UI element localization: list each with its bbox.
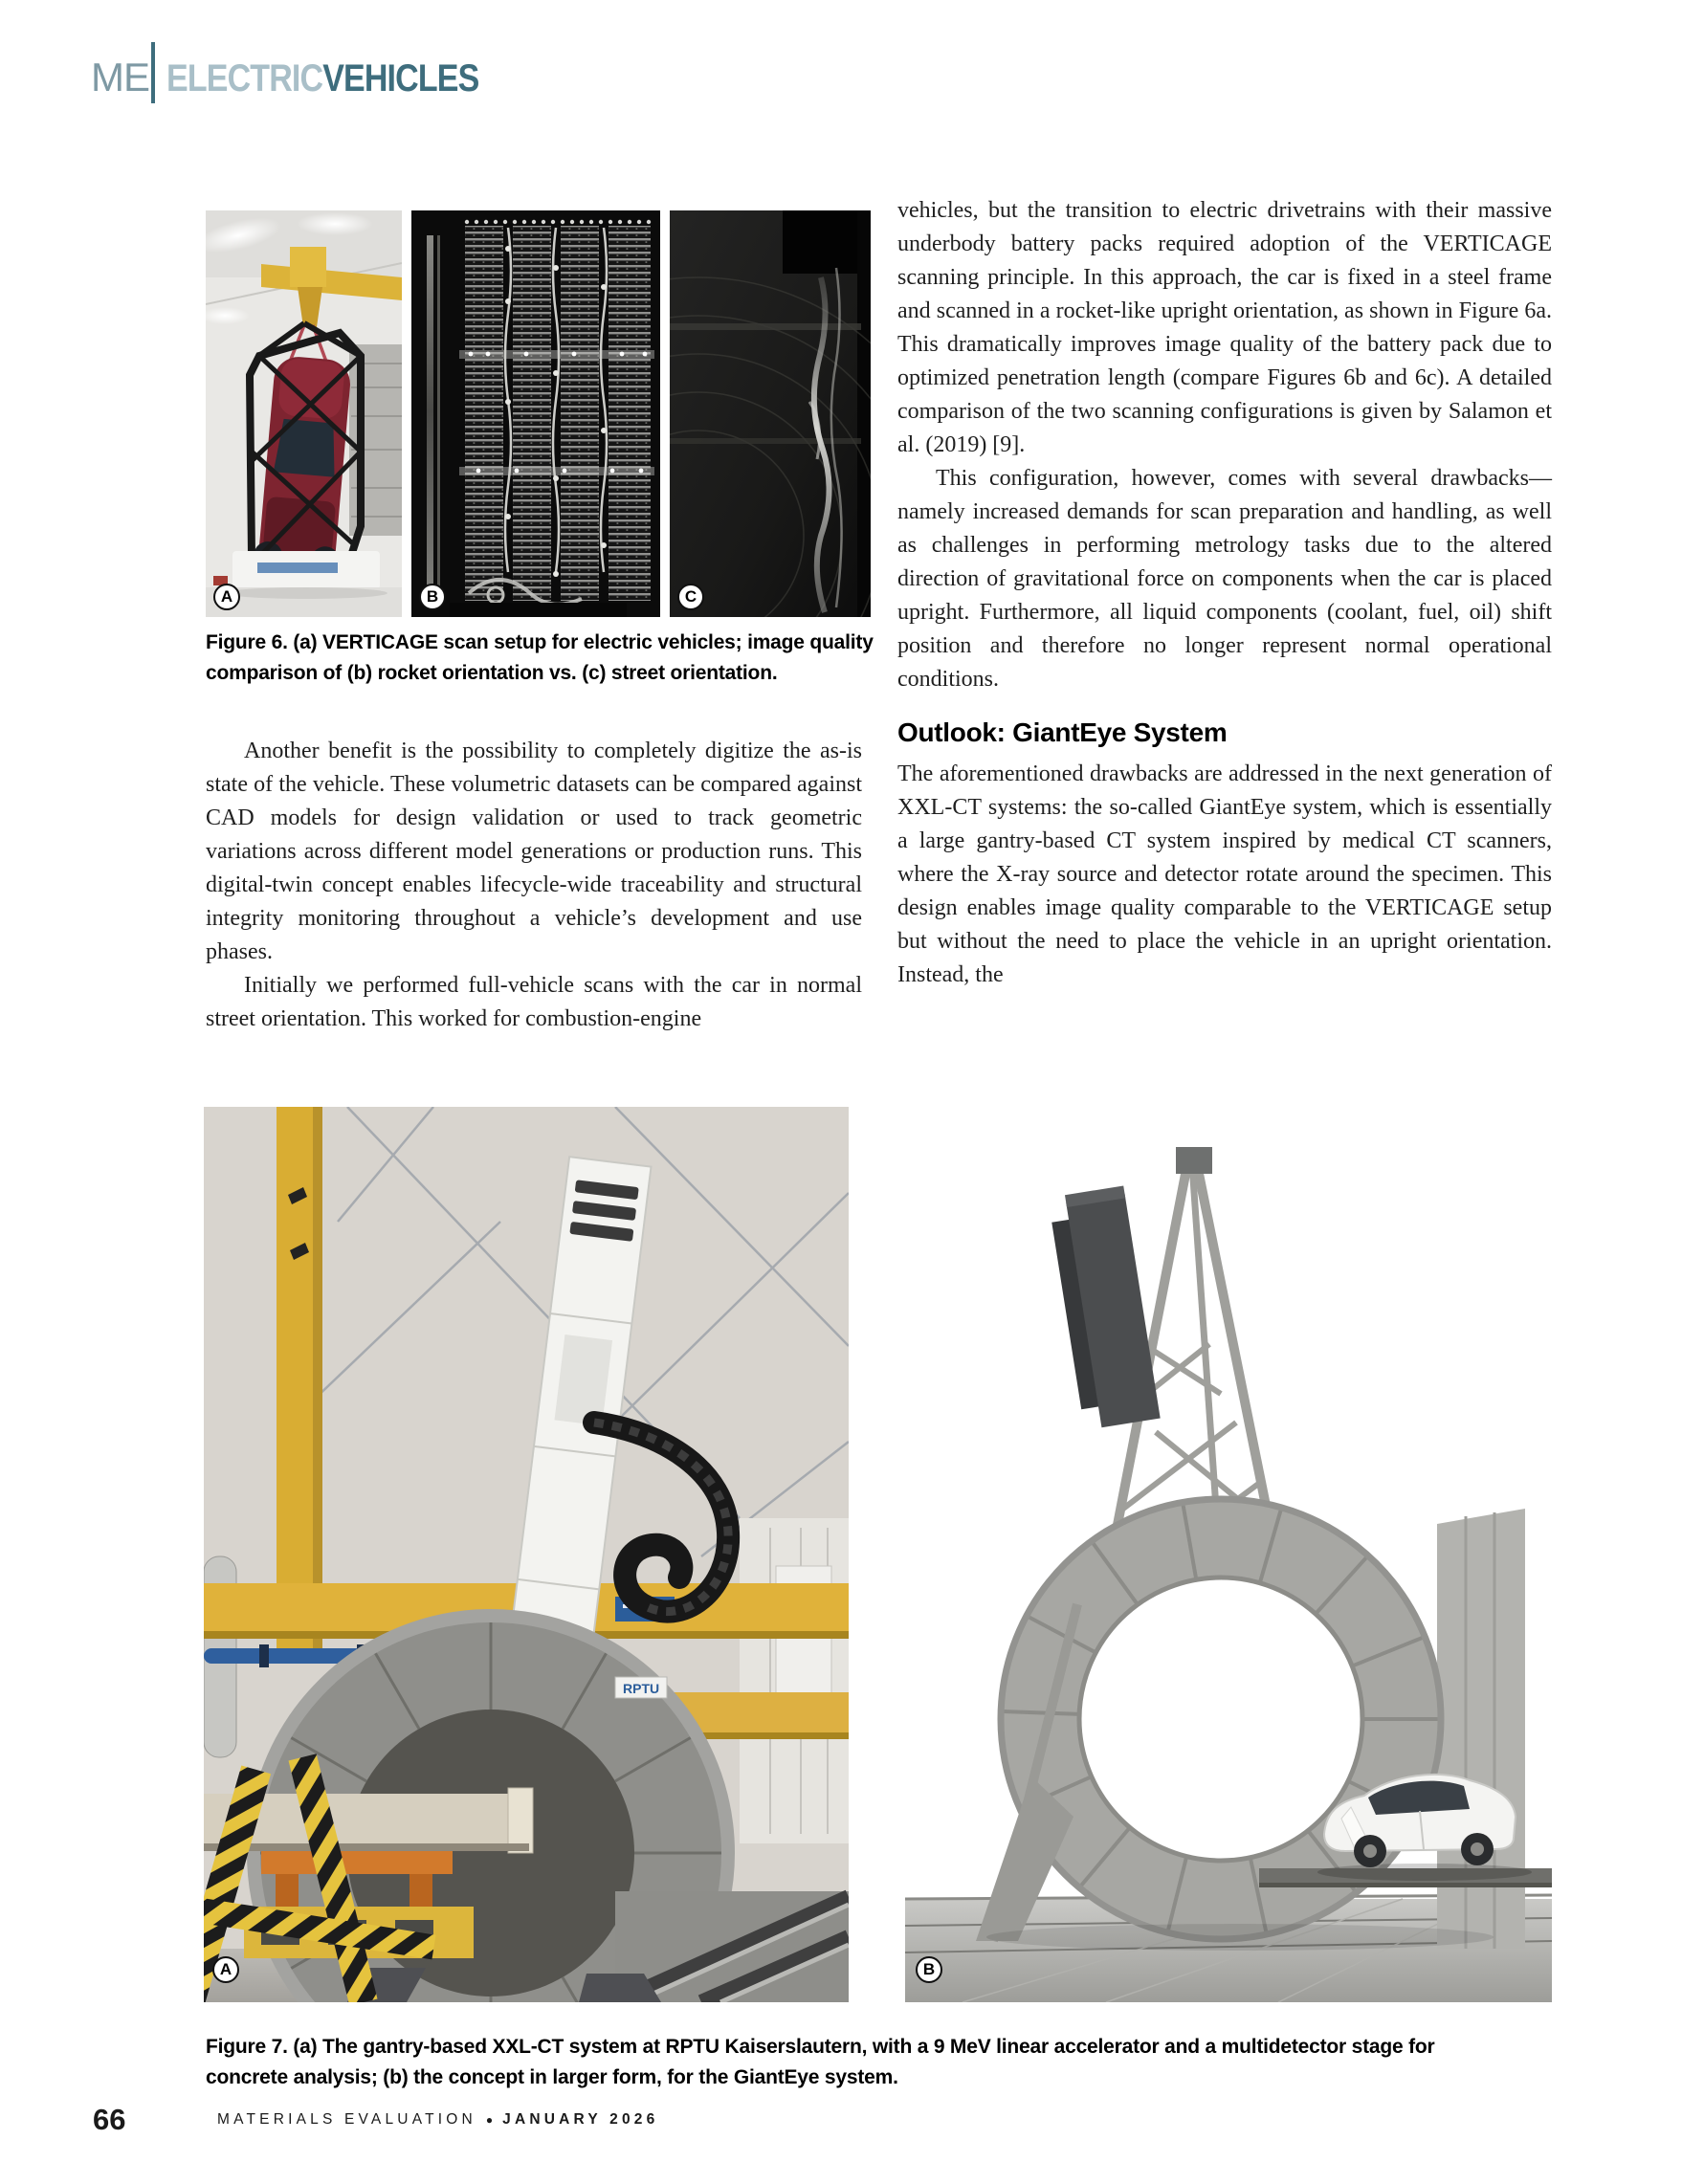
body-paragraph: The aforementioned drawbacks are addressed in the next generation of XXL-CT systems: the so-called GiantEye system, which is essentially a large gantry-based CT system inspired by medical CT scanners, where the X-ray source and detector rotate around the specimen. This design enables image quality comparable to the VERTICAGE setup but without the need to place the vehicle in an upright orientation. Instead, the <box>897 761 1552 987</box>
figure-7-caption: Figure 7. (a) The gantry-based XXL-CT system at RPTU Kaiserslautern, with a 9 MeV linear accelerator and a multidetector stage for concrete analysis; (b) the concept in larger form, for the GiantEye system. <box>206 2036 1435 2088</box>
figure-6a-label-text: A <box>220 587 233 606</box>
section-title <box>166 59 478 98</box>
figure-6c-scan <box>670 210 871 617</box>
figure-6a-label <box>213 584 240 610</box>
body-paragraph: Another benefit is the possibility to completely digitize the as-is state of the vehicle. These volumetric datasets can be compared against CAD models for design validation or used to track geometric variations across different model generations or production runs. This digital-twin concept enables lifecycle-wide traceability and structural integrity monitoring throughout a vehicle’s development and use phases. <box>206 739 862 964</box>
figure-7a-label <box>212 1956 239 1983</box>
figure-6 <box>206 210 872 617</box>
section-title-dark: VEHICLES <box>322 57 479 99</box>
issue-date: JANUARY 2026 <box>502 2111 659 2128</box>
page-number: 66 <box>93 2103 126 2136</box>
rptu-machine-label: RPTU <box>623 1681 660 1696</box>
figure-6c-label-text: C <box>684 587 697 606</box>
figure-6b-illustration <box>411 210 660 617</box>
figure-7b-illustration <box>905 1107 1552 2002</box>
figure-7a-illustration <box>204 1107 849 2002</box>
header-divider <box>151 42 155 103</box>
figure-6b-label <box>419 584 446 610</box>
figure-6a-illustration <box>206 210 402 617</box>
figure-7a-photo <box>204 1107 849 2002</box>
figure-7b-render <box>905 1107 1552 2002</box>
figure-6a-photo <box>206 210 402 617</box>
section-heading-outlook: Outlook: GiantEye System <box>897 717 1228 747</box>
figure-6b-label-text: B <box>426 587 439 606</box>
section-title-light: ELECTRIC <box>166 57 323 99</box>
figure-7b-label <box>916 1956 942 1983</box>
body-paragraph: Initially we performed full-vehicle scans with the car in normal street orientation. This worked for combustion-engine <box>206 973 862 1031</box>
figure-6c-illustration <box>670 210 871 617</box>
journal-name: MATERIALS EVALUATION <box>217 2111 476 2128</box>
magazine-code: ME <box>91 55 149 99</box>
footer-separator-icon: ● <box>485 2113 494 2127</box>
right-column <box>897 194 1552 992</box>
figure-7b-label-text: B <box>922 1960 936 1978</box>
body-paragraph: This configuration, however, comes with several drawbacks—namely increased demands for scan preparation and handling, as well as challenges in performing metrology tasks due to the altered direction of gravitational force on components when the car is placed upright. Furthermore, all liquid components (coolant, fuel, oil) shift position and therefore no longer represent normal operational conditions. <box>897 466 1552 692</box>
left-column <box>206 735 862 1036</box>
figure-6b-scan <box>411 210 660 617</box>
body-paragraph: vehicles, but the transition to electric drivetrains with their massive underbody battery packs required adoption of the VERTICAGE scanning principle. In this approach, the car is fixed in a steel frame and scanned in a rocket-like upright orientation, as shown in Figure 6a. This dramatically improves image quality of the battery pack due to optimized penetration length (compare Figures 6b and 6c). A detailed comparison of the two scanning configurations is given by Salamon et al. (2019) [9]. <box>897 198 1552 457</box>
figure-7a-label-text: A <box>219 1960 232 1978</box>
figure-6c-label <box>677 584 704 610</box>
figure-6-caption: Figure 6. (a) VERTICAGE scan setup for electric vehicles; image quality comparison of (b) rocket orientation vs. (c) street orientation. <box>206 631 874 684</box>
journal-footer <box>217 2111 658 2129</box>
